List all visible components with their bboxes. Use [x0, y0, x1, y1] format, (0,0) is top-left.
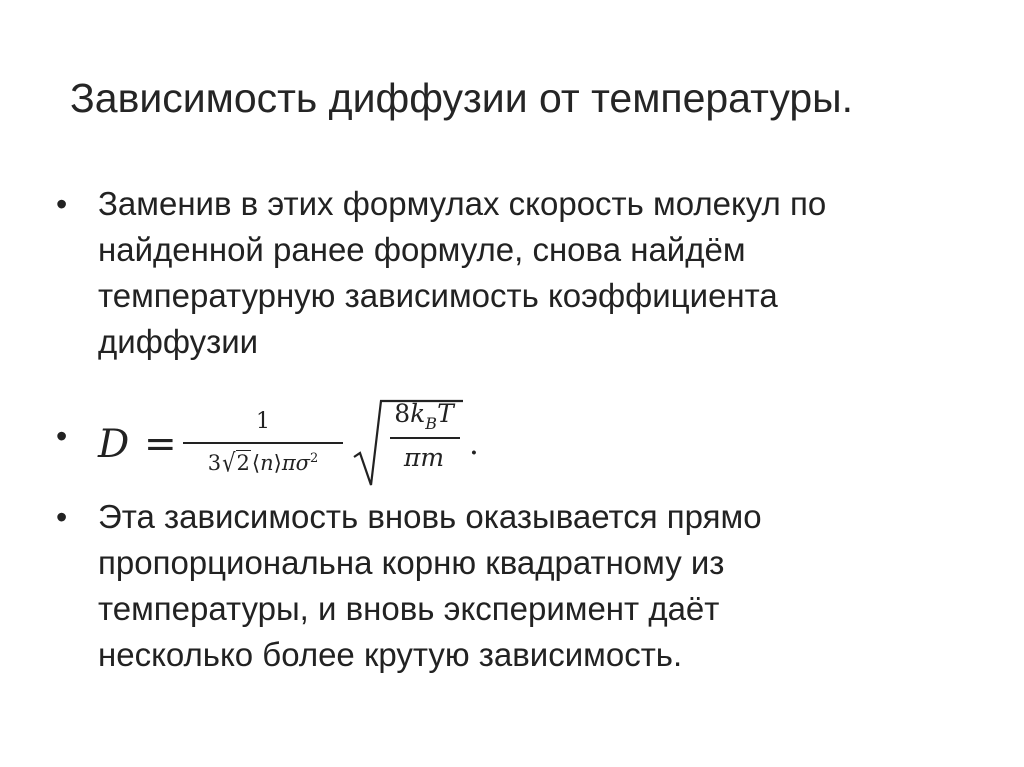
slide-title: Зависимость диффузии от температуры. — [70, 75, 854, 121]
bullet-line: диффузии — [98, 323, 259, 360]
mean-concentration-symbol: n — [260, 451, 274, 475]
square-root-content: 2 — [236, 451, 250, 475]
bullet-marker: • — [56, 186, 68, 222]
radical-fraction-bar — [390, 437, 460, 439]
formula-main-fraction — [183, 409, 343, 485]
pi-sigma-symbols: πσ — [281, 451, 310, 475]
bullet-text-temperature-dependence — [98, 494, 762, 678]
sigma-power: 2 — [309, 451, 319, 466]
diffusion-formula — [98, 399, 518, 485]
bullet-line: Эта зависимость вновь оказывается прямо — [98, 498, 762, 535]
bullet-line: несколько более крутую зависимость. — [98, 636, 683, 673]
radical-numerator-coefficient: 8 — [394, 399, 411, 428]
bullet-line: найденной ранее формуле, снова найдём — [98, 231, 746, 268]
formula-equals: = — [144, 422, 177, 467]
angle-bracket-close: ⟩ — [273, 451, 282, 475]
bullet-text-formula-substitution — [98, 181, 826, 365]
bullet-line: температуры, и вновь эксперимент даёт — [98, 590, 720, 627]
fraction-denominator — [183, 449, 343, 481]
radical-numerator — [385, 399, 463, 432]
fraction-bar — [183, 442, 343, 444]
temperature-symbol: T — [437, 399, 454, 428]
boltzmann-symbol: k — [410, 399, 426, 428]
formula-lhs: D — [98, 422, 130, 467]
angle-bracket-open: ⟨ — [251, 451, 261, 475]
bullet-marker: • — [56, 418, 68, 454]
bullet-item-formula-substitution — [56, 181, 956, 365]
bullet-line: Заменив в этих формулах скорость молекул по — [98, 185, 827, 222]
bullet-marker: • — [56, 499, 68, 535]
denominator-coefficient: 3 — [207, 451, 222, 475]
bullet-line: температурную зависимость коэффициента — [98, 277, 778, 314]
radical-icon: √ — [222, 448, 236, 478]
boltzmann-subscript: B — [425, 414, 438, 433]
small-square-root — [222, 449, 251, 477]
bullet-item-formula — [56, 399, 956, 485]
square-root-expression — [350, 397, 465, 491]
bullet-line: пропорциональна корню квадратному из — [98, 544, 725, 581]
formula-end-dot: . — [469, 426, 479, 462]
bullet-item-temperature-dependence — [56, 494, 956, 678]
radical-denominator: πm — [403, 443, 445, 472]
fraction-numerator: 1 — [256, 409, 270, 434]
radical-fraction — [385, 399, 463, 485]
